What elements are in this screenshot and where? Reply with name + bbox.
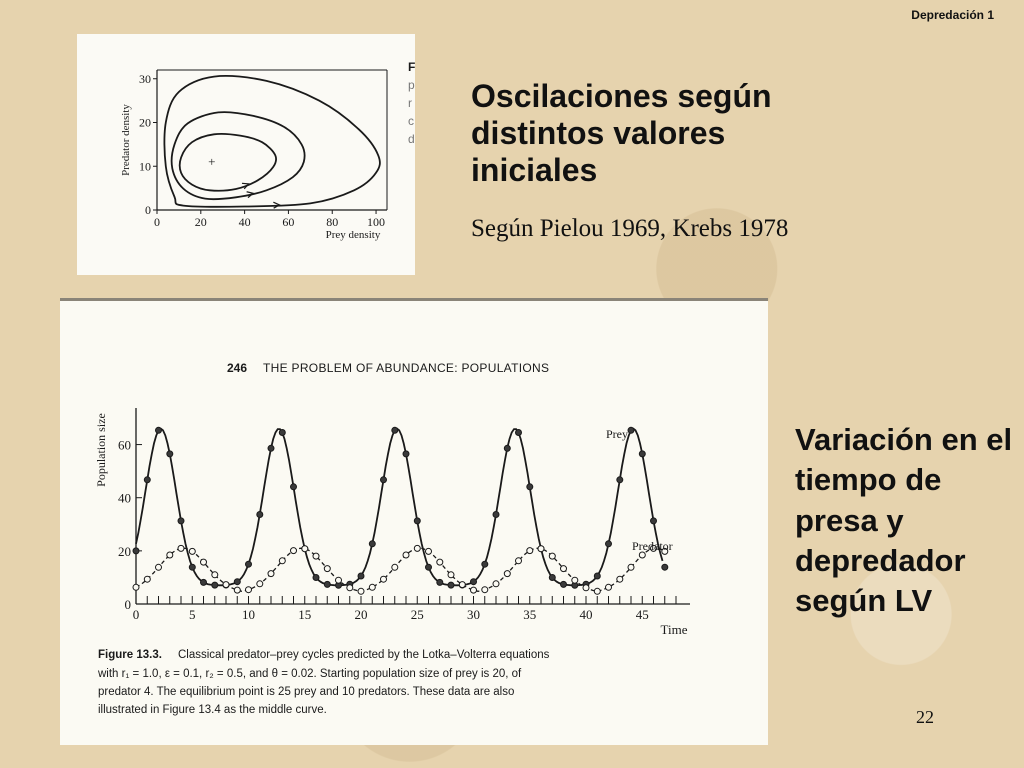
time-series-figure <box>60 298 768 745</box>
prey-data-point <box>426 564 432 570</box>
phase-plane-chart <box>77 34 415 275</box>
x-tick-label: 10 <box>242 607 255 622</box>
x-tick-label: 0 <box>154 215 160 229</box>
prey-data-point <box>392 427 398 433</box>
cropped-caption-letter: p <box>408 78 415 92</box>
predator-data-point <box>223 582 229 588</box>
orbit-2 <box>172 112 305 199</box>
predator-data-point <box>583 585 589 591</box>
predator-data-point <box>313 553 319 559</box>
predator-data-point <box>358 588 364 594</box>
prey-data-point <box>403 451 409 457</box>
predator-data-point <box>561 566 567 572</box>
predator-data-point <box>189 548 195 554</box>
prey-data-point <box>257 512 263 518</box>
predator-data-point <box>606 584 612 590</box>
slide-title-oscillations: Oscilaciones según distintos valores iniciales <box>471 78 772 188</box>
predator-data-point <box>538 546 544 552</box>
y-axis-label: Population size <box>94 413 108 487</box>
prey-data-point <box>628 427 634 433</box>
caption-line-4: illustrated in Figure 13.4 as the middle curve. <box>98 704 327 716</box>
x-tick-label: 40 <box>238 215 251 229</box>
predator-data-point <box>403 552 409 558</box>
prey-data-point <box>291 484 297 490</box>
predator-data-point <box>381 576 387 582</box>
x-tick-label: 30 <box>467 607 480 622</box>
prey-data-point <box>662 564 668 570</box>
prey-data-point <box>482 561 488 567</box>
prey-data-point <box>527 484 533 490</box>
cropped-caption-letter: r <box>408 96 412 110</box>
prey-data-point <box>493 512 499 518</box>
phase-plane-figure <box>77 34 415 275</box>
prey-data-point <box>212 582 218 588</box>
x-tick-label: 60 <box>282 215 295 229</box>
book-page-number: 246 <box>227 361 248 375</box>
x-tick-label: 15 <box>298 607 312 622</box>
prey-data-point <box>189 564 195 570</box>
predator-data-point <box>549 553 555 559</box>
prey-data-point <box>594 573 600 579</box>
x-tick-label: 45 <box>635 607 649 622</box>
predator-data-point <box>459 582 465 588</box>
prey-data-point <box>471 579 477 585</box>
prey-data-point <box>133 548 139 554</box>
y-tick-label: 10 <box>139 159 151 174</box>
slide-page-number: 22 <box>916 707 934 727</box>
x-tick-label: 35 <box>523 607 537 622</box>
prey-data-point <box>448 582 454 588</box>
prey-data-point <box>516 430 522 436</box>
predator-data-point <box>156 564 162 570</box>
predator-data-point <box>448 572 454 578</box>
y-tick-label: 0 <box>124 597 131 612</box>
predator-data-point <box>167 552 173 558</box>
predator-data-point <box>257 581 263 587</box>
prey-data-point <box>234 579 240 585</box>
running-head: THE PROBLEM OF ABUNDANCE: POPULATIONS <box>263 361 550 375</box>
x-tick-label: 100 <box>367 215 386 229</box>
predator-data-point <box>234 587 240 593</box>
prey-data-point <box>324 581 330 587</box>
y-tick-label: 40 <box>118 490 131 506</box>
prey-data-point <box>144 477 150 483</box>
prey-data-point <box>178 518 184 524</box>
prey-data-point <box>617 477 623 483</box>
x-tick-label: 25 <box>410 607 424 622</box>
predator-data-point <box>527 548 533 554</box>
y-tick-label: 0 <box>145 203 151 217</box>
x-tick-label: 0 <box>132 607 140 622</box>
predator-data-point <box>482 587 488 593</box>
predator-data-point <box>246 587 252 593</box>
prey-data-point <box>606 541 612 547</box>
y-tick-label: 20 <box>139 115 151 130</box>
x-tick-label: 20 <box>354 607 368 622</box>
predator-series-label: Predator <box>632 539 673 553</box>
prey-data-point <box>561 581 567 587</box>
predator-data-point <box>471 587 477 593</box>
predator-data-point <box>504 571 510 577</box>
orbit-1 <box>180 134 276 191</box>
predator-data-point <box>414 545 420 551</box>
prey-data-point <box>156 427 162 433</box>
prey-data-point <box>246 561 252 567</box>
x-tick-label: 80 <box>326 215 339 229</box>
cropped-caption-letter: d <box>408 132 415 146</box>
predator-data-point <box>594 588 600 594</box>
predator-data-point <box>291 548 297 554</box>
prey-series-label: Prey <box>606 427 628 441</box>
x-tick-label: 40 <box>579 607 593 622</box>
predator-data-point <box>336 577 342 583</box>
prey-data-point <box>279 430 285 436</box>
predator-data-point <box>324 566 330 572</box>
prey-data-point <box>167 451 173 457</box>
predator-data-point <box>133 584 139 590</box>
predator-data-point <box>144 576 150 582</box>
predator-data-point <box>628 564 634 570</box>
predator-data-point <box>302 546 308 552</box>
caption-line-2: with r₁ = 1.0, ε = 0.1, r₂ = 0.5, and θ = 0.02. Starting population size of prey is 20, of <box>98 668 522 680</box>
predator-data-point <box>178 545 184 551</box>
x-axis-label: Prey density <box>325 229 381 241</box>
prey-data-point <box>369 541 375 547</box>
x-tick-label: 5 <box>189 607 196 622</box>
x-tick-label: 20 <box>194 215 207 229</box>
caption-label: Figure 13.3. <box>98 649 162 661</box>
y-tick-label: 60 <box>118 437 131 453</box>
predator-data-point <box>279 558 285 564</box>
slide-title-variation: Variación en el tiempo de presa y depredador según LV <box>795 422 1013 619</box>
equilibrium-marker: + <box>208 153 216 169</box>
caption-line-1: Classical predator–prey cycles predicted by the Lotka–Volterra equations <box>178 649 550 661</box>
predator-data-point <box>212 572 218 578</box>
prey-data-point <box>414 518 420 524</box>
predator-data-point <box>617 576 623 582</box>
x-axis-label: Time <box>660 622 688 637</box>
prey-data-point <box>504 445 510 451</box>
prey-data-point <box>268 445 274 451</box>
y-tick-label: 30 <box>139 71 151 86</box>
predator-data-point <box>516 558 522 564</box>
slide-header: Depredación 1 <box>911 8 994 22</box>
y-axis-label: Predator density <box>120 104 132 176</box>
prey-data-point <box>381 477 387 483</box>
predator-data-point <box>268 571 274 577</box>
prey-data-point <box>651 518 657 524</box>
y-tick-label: 20 <box>118 543 131 559</box>
prey-data-point <box>549 575 555 581</box>
predator-data-point <box>572 577 578 583</box>
cropped-caption-letter: F <box>408 60 415 74</box>
prey-data-point <box>358 573 364 579</box>
predator-data-point <box>437 559 443 565</box>
slide-subtitle-reference: Según Pielou 1969, Krebs 1978 <box>471 215 789 242</box>
caption-line-3: predator 4. The equilibrium point is 25 prey and 10 predators. These data are also <box>98 686 515 698</box>
prey-data-point <box>201 579 207 585</box>
time-series-chart <box>60 298 768 745</box>
predator-data-point <box>392 564 398 570</box>
predator-data-point <box>369 584 375 590</box>
predator-data-point <box>426 548 432 554</box>
predator-data-point <box>347 585 353 591</box>
prey-data-point <box>437 579 443 585</box>
prey-data-point <box>639 451 645 457</box>
predator-data-point <box>201 559 207 565</box>
prey-data-point <box>313 575 319 581</box>
cropped-caption-letter: c <box>408 114 414 128</box>
predator-data-point <box>493 581 499 587</box>
